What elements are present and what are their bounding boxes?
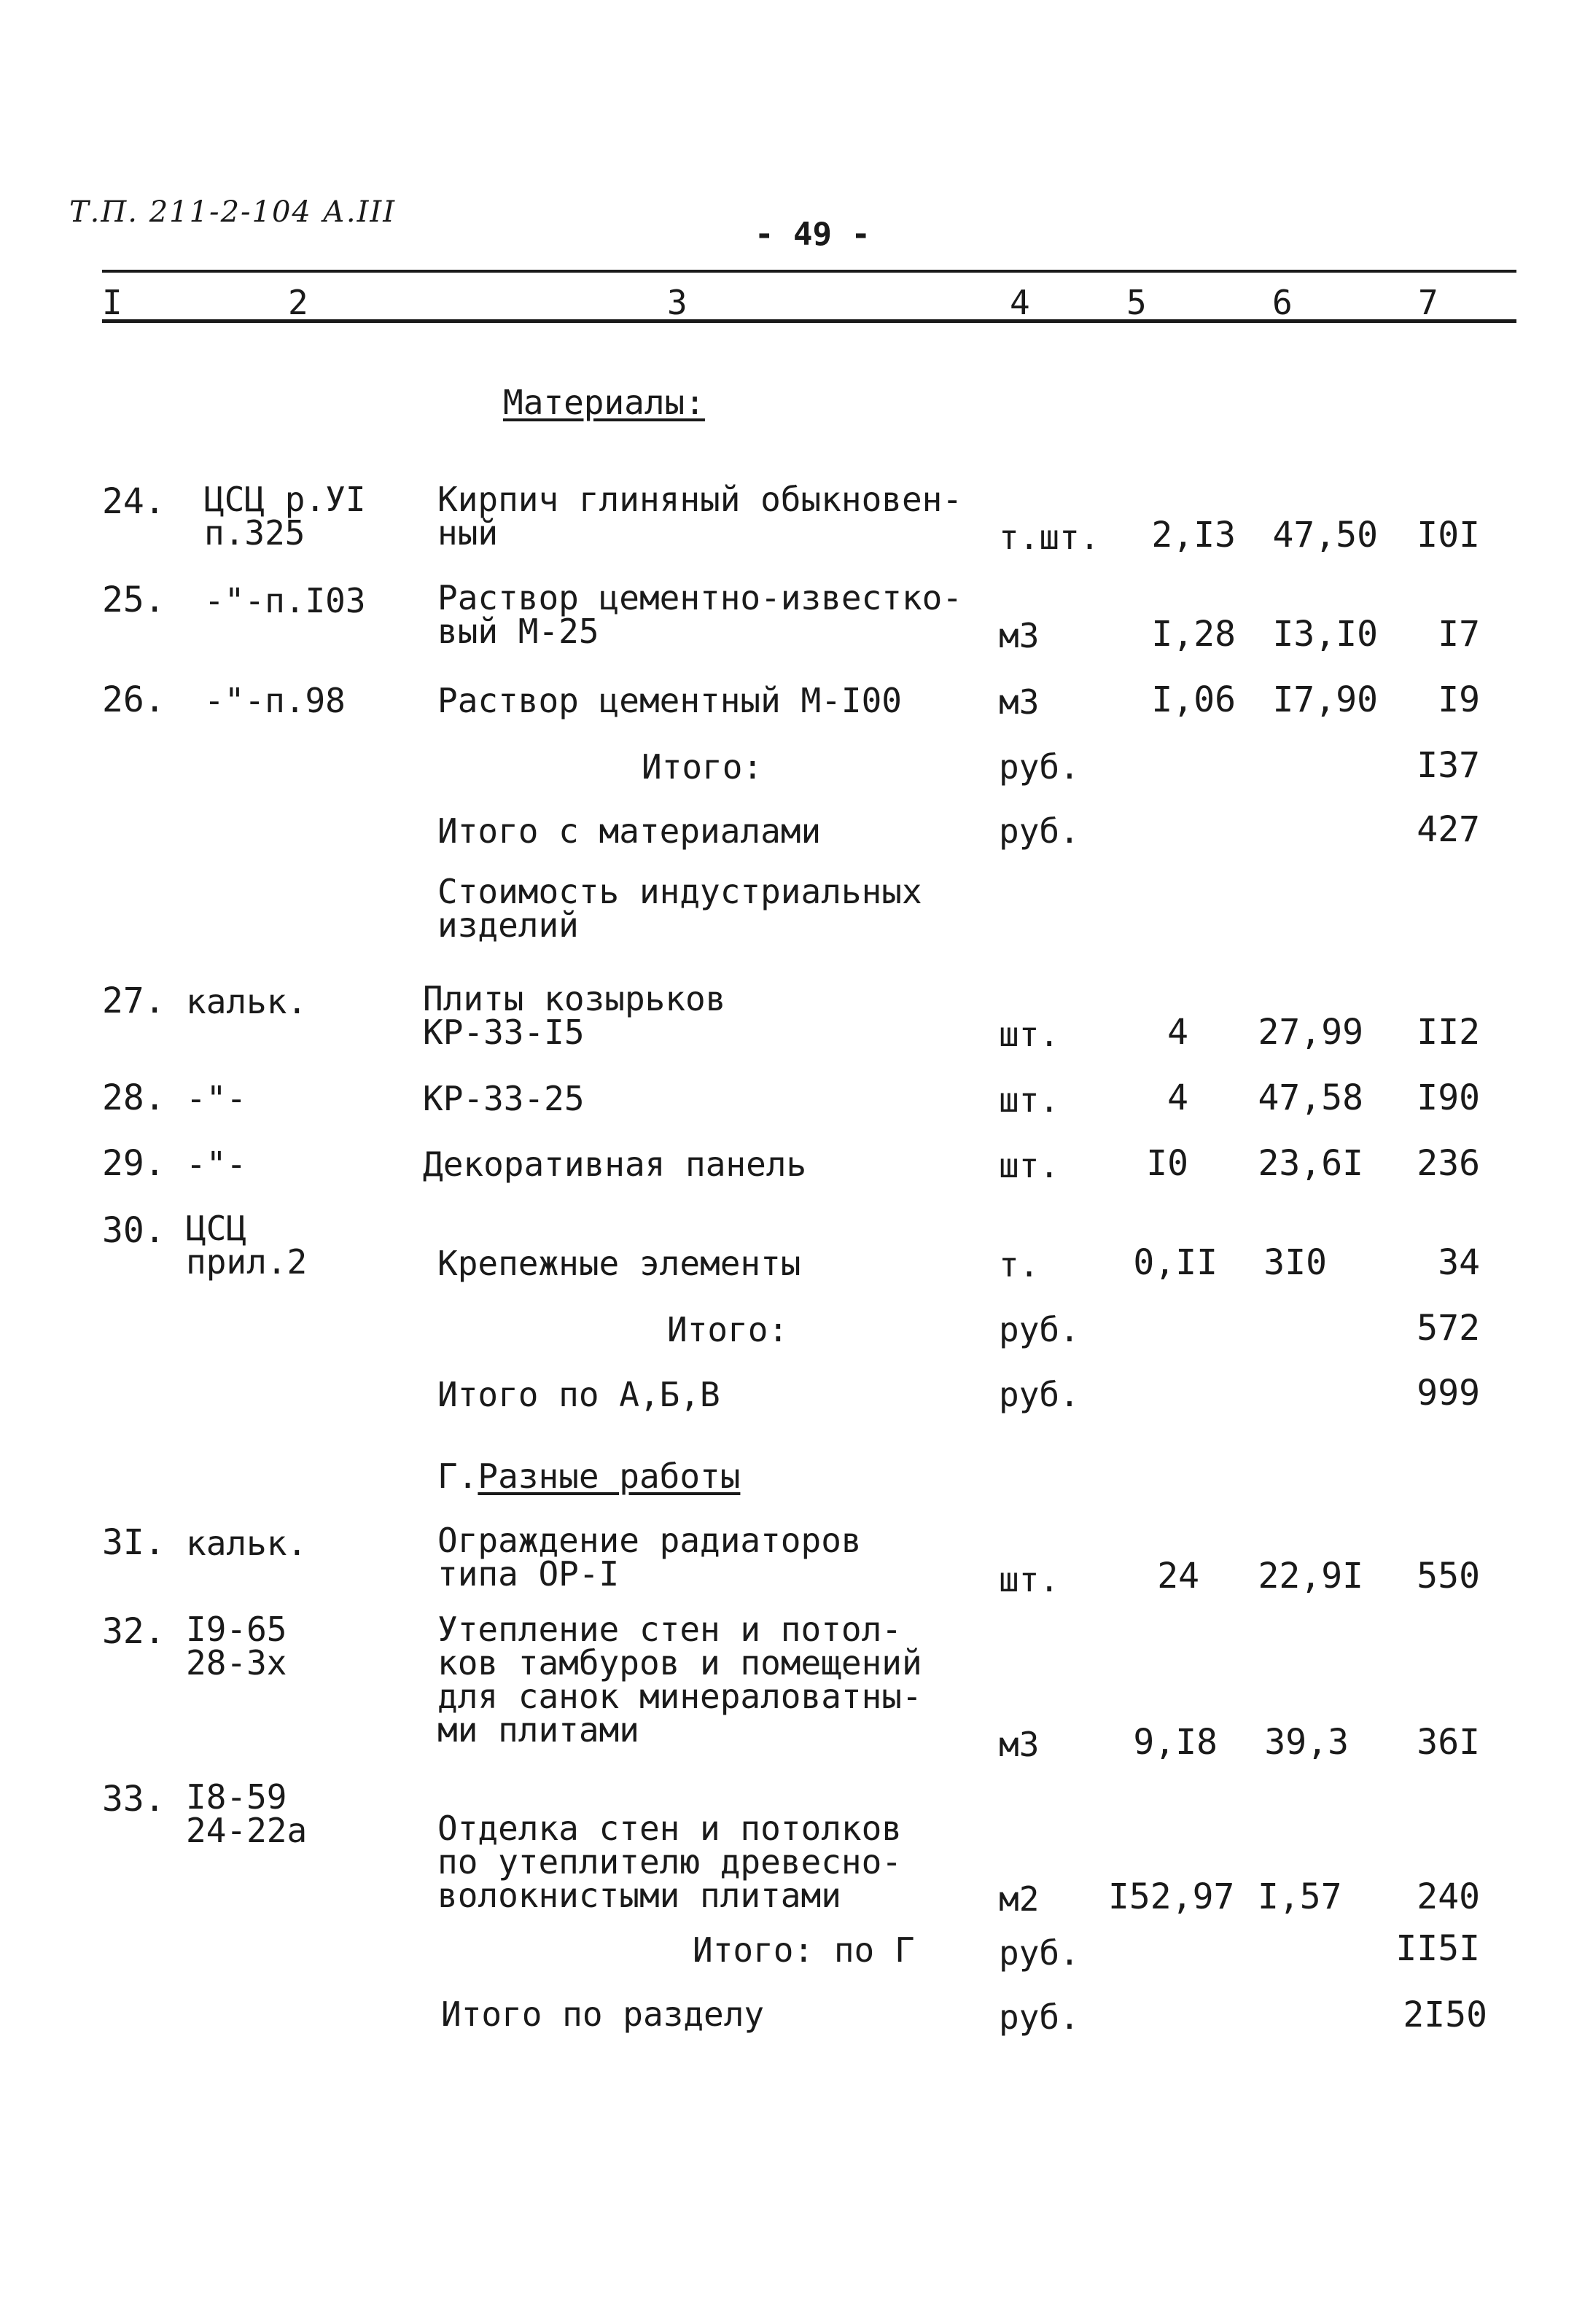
row-27-num: 27. xyxy=(102,980,165,1021)
total-section-label: Итого по разделу xyxy=(441,1994,765,2034)
document-code: Т.П. 211-2-104 А.III xyxy=(69,195,397,229)
row-30-total: 34 xyxy=(1438,1242,1480,1283)
row-27-ref: кальк. xyxy=(186,982,308,1021)
total-g-value: II5I xyxy=(1395,1928,1480,1969)
row-29-price: 23,6I xyxy=(1258,1143,1363,1184)
row-32-name: Утепление стен и потол- ков тамбуров и помещений для санок минераловатны- ми плитами xyxy=(437,1610,922,1750)
row-26-ref: -"-п.98 xyxy=(204,681,346,720)
row-26-qty: I,06 xyxy=(1151,679,1236,720)
column-header-4: 4 xyxy=(1010,283,1030,322)
row-31-num: 3I. xyxy=(102,1522,165,1563)
misc-heading-prefix: Г. xyxy=(437,1457,478,1496)
row-30-unit: т. xyxy=(999,1245,1040,1284)
row-27-unit: шт. xyxy=(999,1015,1060,1054)
row-24-name: Кирпич глиняный обыкновен- ный xyxy=(437,480,963,553)
total-industrial-unit: руб. xyxy=(999,1310,1080,1349)
row-28-total: I90 xyxy=(1417,1077,1480,1118)
row-30-qty: 0,II xyxy=(1133,1242,1218,1283)
row-29-unit: шт. xyxy=(999,1146,1060,1185)
row-33-name: Отделка стен и потолков по утеплителю древесно- волокнистыми плитами xyxy=(437,1809,902,1915)
row-25-ref: -"-п.I03 xyxy=(204,581,366,620)
row-33-price: I,57 xyxy=(1258,1876,1342,1917)
row-32-total: 36I xyxy=(1417,1722,1480,1763)
total-materials-unit: руб. xyxy=(999,747,1080,787)
row-25-name: Раствор цементно-известко- вый М-25 xyxy=(437,578,963,651)
row-30-price: 3I0 xyxy=(1263,1242,1327,1283)
row-28-unit: шт. xyxy=(999,1080,1060,1120)
row-24-total: I0I xyxy=(1417,515,1480,555)
row-26-name: Раствор цементный М-I00 xyxy=(437,681,902,720)
column-header-6: 6 xyxy=(1272,283,1293,322)
total-section-value: 2I50 xyxy=(1403,1994,1487,2035)
header-top-rule xyxy=(102,270,1516,273)
misc-heading xyxy=(437,1457,740,1496)
column-header-7: 7 xyxy=(1418,283,1438,322)
row-27-total: II2 xyxy=(1417,1012,1480,1053)
row-25-total: I7 xyxy=(1438,614,1480,655)
total-section-unit: руб. xyxy=(999,1997,1080,2037)
row-26-total: I9 xyxy=(1438,679,1480,720)
column-header-3: 3 xyxy=(667,283,688,322)
row-31-unit: шт. xyxy=(999,1560,1060,1599)
total-materials-label: Итого: xyxy=(642,747,763,787)
row-32-unit: м3 xyxy=(999,1725,1040,1764)
column-header-1: I xyxy=(102,283,122,322)
row-30-name: Крепежные элементы xyxy=(437,1244,801,1283)
row-32-num: 32. xyxy=(102,1611,165,1652)
row-26-num: 26. xyxy=(102,679,165,720)
column-header-5: 5 xyxy=(1126,283,1147,322)
row-33-total: 240 xyxy=(1417,1876,1480,1917)
row-29-name: Декоративная панель xyxy=(423,1145,807,1184)
misc-heading-title: Разные работы xyxy=(478,1457,741,1496)
total-abv-unit: руб. xyxy=(999,1375,1080,1414)
row-25-price: I3,I0 xyxy=(1272,614,1378,655)
row-31-qty: 24 xyxy=(1157,1556,1199,1596)
row-27-qty: 4 xyxy=(1167,1012,1188,1053)
row-25-qty: I,28 xyxy=(1151,614,1236,655)
row-31-total: 550 xyxy=(1417,1556,1480,1596)
row-31-price: 22,9I xyxy=(1258,1556,1363,1596)
row-24-ref: ЦСЦ р.УI п.325 xyxy=(204,480,366,553)
row-25-num: 25. xyxy=(102,580,165,620)
row-33-qty: I52,97 xyxy=(1108,1876,1235,1917)
total-with-materials-label: Итого с материалами xyxy=(437,811,822,851)
row-29-ref: -"- xyxy=(186,1145,247,1184)
row-29-qty: I0 xyxy=(1146,1143,1188,1184)
page-number: - 49 - xyxy=(755,216,870,253)
row-33-num: 33. xyxy=(102,1779,165,1820)
row-26-price: I7,90 xyxy=(1272,679,1378,720)
row-28-qty: 4 xyxy=(1167,1077,1188,1118)
industrial-heading: Стоимость индустриальных изделий xyxy=(437,872,922,945)
row-30-ref: ЦСЦ прил.2 xyxy=(186,1209,308,1282)
row-28-num: 28. xyxy=(102,1077,165,1118)
row-29-num: 29. xyxy=(102,1143,165,1184)
row-33-unit: м2 xyxy=(999,1879,1040,1919)
row-27-price: 27,99 xyxy=(1258,1012,1363,1053)
row-29-total: 236 xyxy=(1417,1143,1480,1184)
total-abv-value: 999 xyxy=(1417,1373,1480,1413)
row-24-qty: 2,I3 xyxy=(1151,515,1236,555)
row-24-num: 24. xyxy=(102,481,165,522)
row-27-name: Плиты козырьков КР-33-I5 xyxy=(423,979,726,1052)
row-31-name: Ограждение радиаторов типа ОР-I xyxy=(437,1521,862,1594)
row-32-ref: I9-65 28-3х xyxy=(186,1610,287,1682)
row-25-unit: м3 xyxy=(999,616,1040,655)
total-g-unit: руб. xyxy=(999,1933,1080,1973)
total-with-materials-value: 427 xyxy=(1417,809,1480,850)
row-24-price: 47,50 xyxy=(1272,515,1378,555)
total-industrial-value: 572 xyxy=(1417,1308,1480,1349)
total-industrial-label: Итого: xyxy=(667,1310,789,1349)
row-28-name: КР-33-25 xyxy=(423,1079,585,1118)
row-32-price: 39,3 xyxy=(1264,1722,1349,1763)
row-26-unit: м3 xyxy=(999,682,1040,722)
row-33-ref: I8-59 24-22а xyxy=(186,1777,308,1850)
materials-heading: Материалы: xyxy=(503,383,705,422)
total-with-materials-unit: руб. xyxy=(999,811,1080,851)
total-abv-label: Итого по А,Б,В xyxy=(437,1375,720,1414)
row-28-ref: -"- xyxy=(186,1079,247,1118)
row-24-unit: т.шт. xyxy=(999,518,1100,557)
header-bottom-rule xyxy=(102,319,1516,323)
total-g-label: Итого: по Г xyxy=(693,1930,915,1970)
total-materials-value: I37 xyxy=(1417,745,1480,786)
row-28-price: 47,58 xyxy=(1258,1077,1363,1118)
row-32-qty: 9,I8 xyxy=(1133,1722,1218,1763)
row-31-ref: кальк. xyxy=(186,1524,308,1563)
column-header-2: 2 xyxy=(288,283,308,322)
row-30-num: 30. xyxy=(102,1210,165,1251)
